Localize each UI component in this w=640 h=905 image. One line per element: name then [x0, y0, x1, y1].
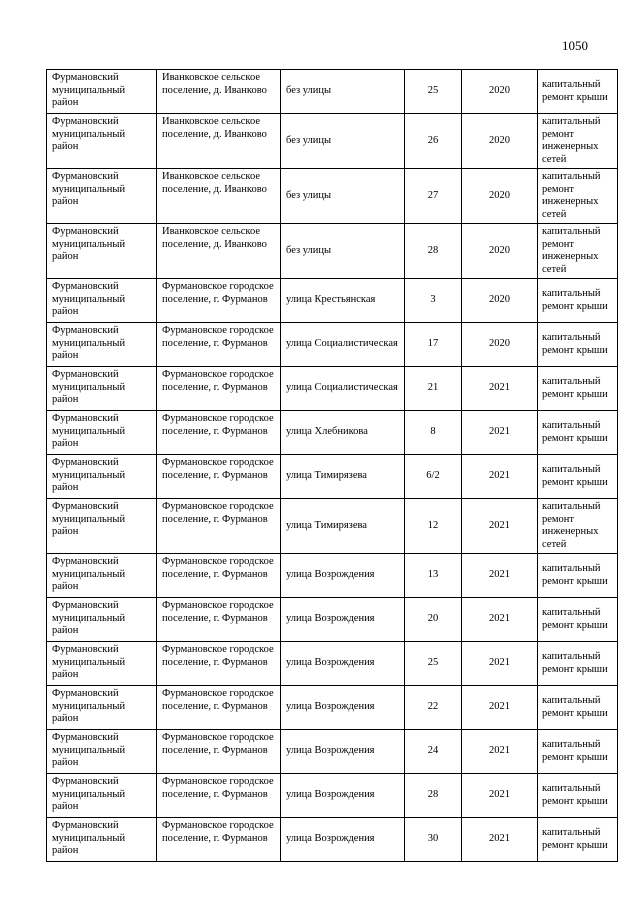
- house-number-cell: 30: [405, 818, 462, 862]
- work-type-cell: капитальный ремонт крыши: [538, 367, 618, 411]
- settlement-cell: Фурмановское городское поселение, г. Фурманов: [157, 554, 281, 598]
- work-type-cell: капитальный ремонт инженерных сетей: [538, 499, 618, 554]
- area-cell: Фурмановский муниципальный район: [47, 818, 157, 862]
- year-cell: 2020: [462, 323, 538, 367]
- work-type-cell: капитальный ремонт крыши: [538, 70, 618, 114]
- street-cell: улица Возрождения: [281, 642, 405, 686]
- settlement-cell: Иванковское сельское поселение, д. Иванково: [157, 169, 281, 224]
- house-number-cell: 26: [405, 114, 462, 169]
- area-cell: Фурмановский муниципальный район: [47, 554, 157, 598]
- house-number-cell: 6/2: [405, 455, 462, 499]
- table-row: [47, 114, 618, 169]
- area-cell: Фурмановский муниципальный район: [47, 598, 157, 642]
- house-number-cell: 28: [405, 224, 462, 279]
- table-row: [47, 554, 618, 598]
- house-number-cell: 27: [405, 169, 462, 224]
- work-type-cell: капитальный ремонт крыши: [538, 279, 618, 323]
- settlement-cell: Фурмановское городское поселение, г. Фурманов: [157, 774, 281, 818]
- table-row: [47, 686, 618, 730]
- year-cell: 2020: [462, 169, 538, 224]
- area-cell: Фурмановский муниципальный район: [47, 367, 157, 411]
- year-cell: 2021: [462, 774, 538, 818]
- table-row: [47, 70, 618, 114]
- year-cell: 2021: [462, 730, 538, 774]
- work-type-cell: капитальный ремонт крыши: [538, 598, 618, 642]
- street-cell: улица Социалистическая: [281, 323, 405, 367]
- year-cell: 2020: [462, 279, 538, 323]
- street-cell: улица Тимирязева: [281, 499, 405, 554]
- street-cell: улица Возрождения: [281, 730, 405, 774]
- year-cell: 2021: [462, 455, 538, 499]
- year-cell: 2021: [462, 686, 538, 730]
- house-number-cell: 13: [405, 554, 462, 598]
- area-cell: Фурмановский муниципальный район: [47, 455, 157, 499]
- work-type-cell: капитальный ремонт крыши: [538, 554, 618, 598]
- year-cell: 2021: [462, 598, 538, 642]
- settlement-cell: Фурмановское городское поселение, г. Фурманов: [157, 818, 281, 862]
- year-cell: 2020: [462, 70, 538, 114]
- housing-repair-table: [46, 69, 618, 862]
- area-cell: Фурмановский муниципальный район: [47, 114, 157, 169]
- house-number-cell: 8: [405, 411, 462, 455]
- settlement-cell: Иванковское сельское поселение, д. Иванково: [157, 114, 281, 169]
- area-cell: Фурмановский муниципальный район: [47, 323, 157, 367]
- street-cell: улица Возрождения: [281, 598, 405, 642]
- settlement-cell: Иванковское сельское поселение, д. Иванково: [157, 70, 281, 114]
- house-number-cell: 25: [405, 642, 462, 686]
- table-row: [47, 499, 618, 554]
- area-cell: Фурмановский муниципальный район: [47, 499, 157, 554]
- house-number-cell: 20: [405, 598, 462, 642]
- settlement-cell: Фурмановское городское поселение, г. Фурманов: [157, 323, 281, 367]
- street-cell: без улицы: [281, 114, 405, 169]
- year-cell: 2021: [462, 367, 538, 411]
- area-cell: Фурмановский муниципальный район: [47, 169, 157, 224]
- year-cell: 2020: [462, 114, 538, 169]
- table-row: [47, 224, 618, 279]
- area-cell: Фурмановский муниципальный район: [47, 730, 157, 774]
- street-cell: улица Возрождения: [281, 686, 405, 730]
- work-type-cell: капитальный ремонт инженерных сетей: [538, 224, 618, 279]
- settlement-cell: Иванковское сельское поселение, д. Иванково: [157, 224, 281, 279]
- street-cell: улица Социалистическая: [281, 367, 405, 411]
- street-cell: без улицы: [281, 224, 405, 279]
- table-row: [47, 169, 618, 224]
- work-type-cell: капитальный ремонт крыши: [538, 818, 618, 862]
- house-number-cell: 24: [405, 730, 462, 774]
- settlement-cell: Фурмановское городское поселение, г. Фурманов: [157, 367, 281, 411]
- area-cell: Фурмановский муниципальный район: [47, 411, 157, 455]
- table-row: [47, 818, 618, 862]
- street-cell: улица Хлебникова: [281, 411, 405, 455]
- table-row: [47, 598, 618, 642]
- settlement-cell: Фурмановское городское поселение, г. Фурманов: [157, 279, 281, 323]
- year-cell: 2021: [462, 499, 538, 554]
- year-cell: 2021: [462, 554, 538, 598]
- settlement-cell: Фурмановское городское поселение, г. Фурманов: [157, 598, 281, 642]
- table-row: [47, 279, 618, 323]
- year-cell: 2021: [462, 642, 538, 686]
- area-cell: Фурмановский муниципальный район: [47, 686, 157, 730]
- settlement-cell: Фурмановское городское поселение, г. Фурманов: [157, 455, 281, 499]
- house-number-cell: 22: [405, 686, 462, 730]
- year-cell: 2021: [462, 411, 538, 455]
- work-type-cell: капитальный ремонт крыши: [538, 323, 618, 367]
- work-type-cell: капитальный ремонт инженерных сетей: [538, 114, 618, 169]
- house-number-cell: 17: [405, 323, 462, 367]
- table-row: [47, 411, 618, 455]
- table-row: [47, 774, 618, 818]
- table-row: [47, 455, 618, 499]
- work-type-cell: капитальный ремонт крыши: [538, 455, 618, 499]
- street-cell: без улицы: [281, 169, 405, 224]
- table-row: [47, 730, 618, 774]
- settlement-cell: Фурмановское городское поселение, г. Фурманов: [157, 686, 281, 730]
- house-number-cell: 21: [405, 367, 462, 411]
- street-cell: без улицы: [281, 70, 405, 114]
- settlement-cell: Фурмановское городское поселение, г. Фурманов: [157, 730, 281, 774]
- page-number: 1050: [562, 38, 588, 53]
- work-type-cell: капитальный ремонт инженерных сетей: [538, 169, 618, 224]
- year-cell: 2021: [462, 818, 538, 862]
- settlement-cell: Фурмановское городское поселение, г. Фурманов: [157, 642, 281, 686]
- house-number-cell: 12: [405, 499, 462, 554]
- settlement-cell: Фурмановское городское поселение, г. Фурманов: [157, 411, 281, 455]
- area-cell: Фурмановский муниципальный район: [47, 224, 157, 279]
- street-cell: улица Тимирязева: [281, 455, 405, 499]
- year-cell: 2020: [462, 224, 538, 279]
- street-cell: улица Возрождения: [281, 554, 405, 598]
- area-cell: Фурмановский муниципальный район: [47, 642, 157, 686]
- table-row: [47, 642, 618, 686]
- house-number-cell: 3: [405, 279, 462, 323]
- area-cell: Фурмановский муниципальный район: [47, 774, 157, 818]
- work-type-cell: капитальный ремонт крыши: [538, 774, 618, 818]
- street-cell: улица Возрождения: [281, 818, 405, 862]
- house-number-cell: 25: [405, 70, 462, 114]
- table-row: [47, 367, 618, 411]
- area-cell: Фурмановский муниципальный район: [47, 279, 157, 323]
- work-type-cell: капитальный ремонт крыши: [538, 411, 618, 455]
- work-type-cell: капитальный ремонт крыши: [538, 642, 618, 686]
- street-cell: улица Крестьянская: [281, 279, 405, 323]
- street-cell: улица Возрождения: [281, 774, 405, 818]
- work-type-cell: капитальный ремонт крыши: [538, 686, 618, 730]
- work-type-cell: капитальный ремонт крыши: [538, 730, 618, 774]
- area-cell: Фурмановский муниципальный район: [47, 70, 157, 114]
- table-row: [47, 323, 618, 367]
- settlement-cell: Фурмановское городское поселение, г. Фурманов: [157, 499, 281, 554]
- house-number-cell: 28: [405, 774, 462, 818]
